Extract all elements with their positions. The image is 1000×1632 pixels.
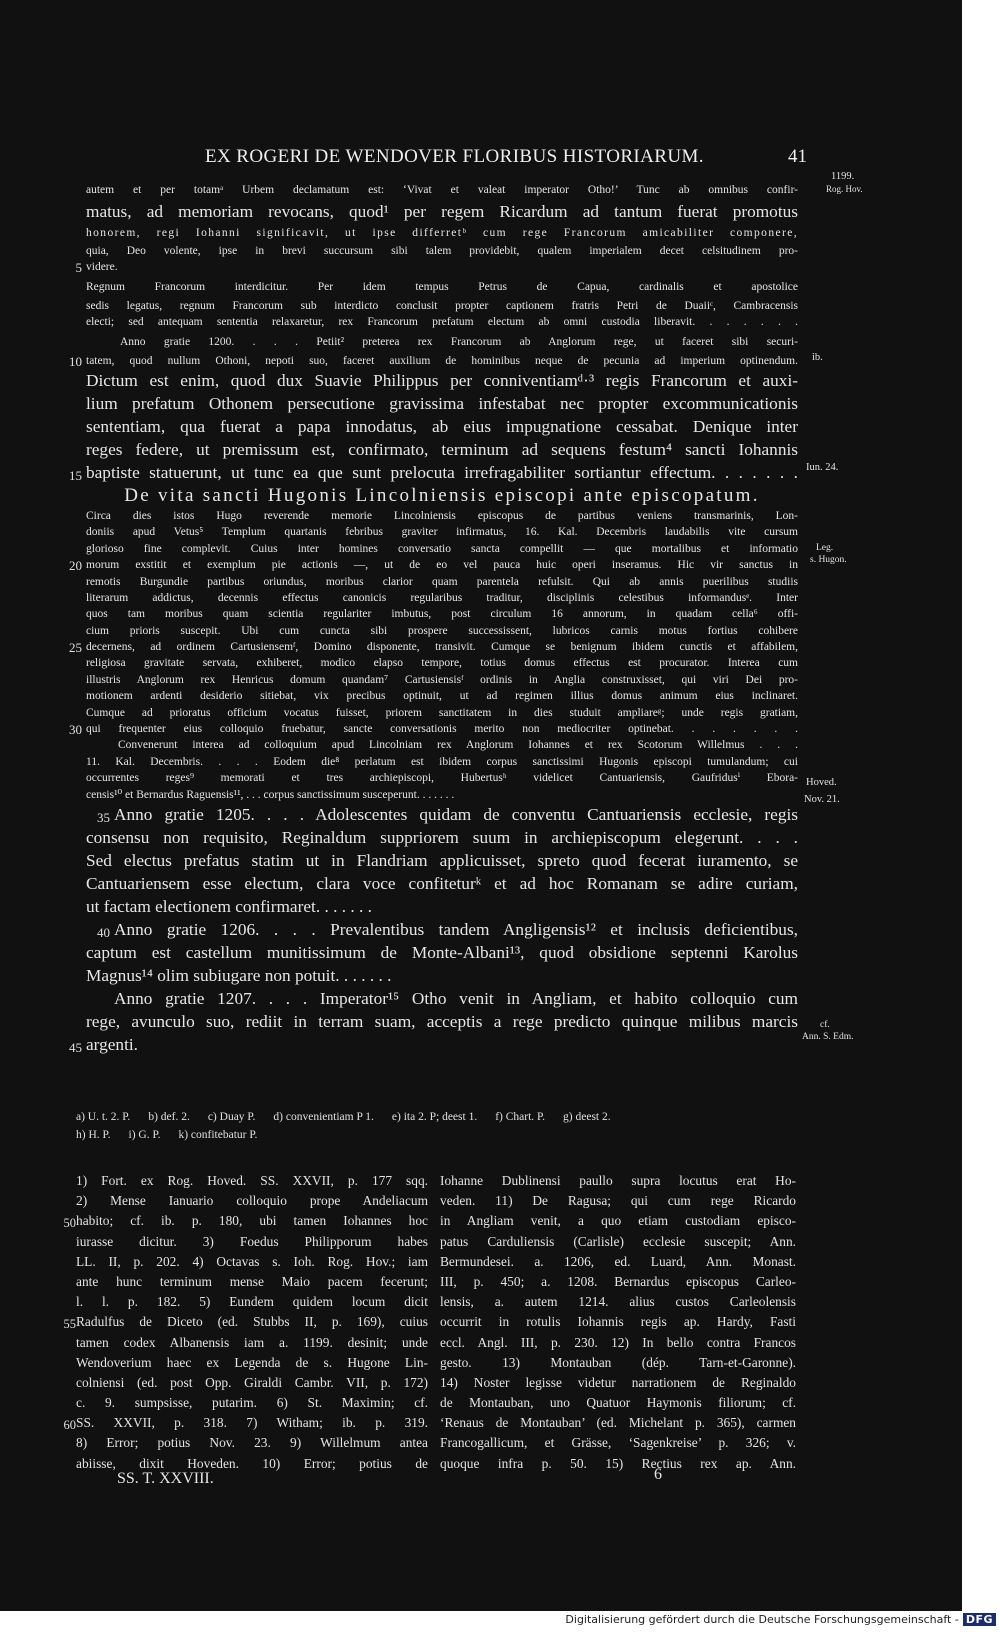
footnote-text: 8) Error; potius Nov. 23. 9) Willelmum antea — [76, 1435, 428, 1451]
line-text: ut factam electionem confirmaret. . . . . . . — [86, 896, 372, 916]
text-line — [86, 438, 798, 461]
text-line — [86, 1010, 798, 1033]
apparatus-row — [76, 1126, 796, 1144]
footnote-line — [76, 1252, 428, 1272]
line-text: honorem, regi Iohanni significavit, ut ipse differretᵇ cum rege Francorum amicabiliter componere, — [86, 227, 798, 239]
text-line — [86, 524, 798, 540]
line-number: 25 — [69, 640, 82, 656]
line-number: 10 — [69, 353, 82, 369]
footnote-text: SS. XXVII, p. 318. 7) Witham; ib. p. 319. — [76, 1415, 428, 1431]
line-text: 11. Kal. Decembris. . . . Eodem die⁸ perlatum est ibidem corpus sanctissimi Hugonis episcopi tumulandum; cui — [86, 755, 798, 768]
critical-apparatus — [76, 1108, 796, 1144]
footnote-line — [440, 1252, 796, 1272]
line-text: decernens, ad ordinem Cartusiensemᶠ, Domino disponente, transivit. Cumque se benignum ibidem cunctis et affabilem, — [86, 641, 798, 654]
digitization-footer — [565, 1613, 996, 1630]
margin-ib: ib. — [812, 352, 823, 363]
text-line — [69, 353, 798, 369]
footnote-text: iurasse dicitur. 3) Foedus Philipporum habes — [76, 1233, 428, 1249]
footnote-line — [440, 1353, 796, 1373]
page-number: 41 — [788, 146, 807, 167]
text-line — [86, 964, 798, 987]
text-line — [69, 1033, 798, 1056]
margin-year-1199: 1199. — [831, 171, 855, 182]
line-text: morum exstitit et exemplum pie actionis —, ut de eo vel pauca huic operi inseramus. Hic vir sanctus in — [86, 559, 798, 572]
footnote-line — [440, 1171, 796, 1191]
line-text: remotis Burgundie partibus oriundus, moribus clarior quam parentela refulsit. Qui ab annis puerilibus studiis — [86, 575, 798, 588]
footnote-text: lensis, a. autem 1214. alius custos Carleolensis — [440, 1294, 796, 1310]
text-line — [86, 276, 798, 298]
line-text: Circa dies istos Hugo reverende memorie Lincolniensis episcopus de partibus veniens transmarinis, Lon- — [86, 509, 798, 522]
text-line — [86, 369, 798, 392]
footnote-line — [76, 1171, 428, 1191]
footnote-line — [76, 1232, 428, 1252]
text-line — [86, 243, 798, 259]
text-line — [86, 849, 798, 872]
footnote-line — [440, 1373, 796, 1393]
margin-ann-s-edm: Ann. S. Edm. — [802, 1032, 854, 1042]
text-line — [86, 770, 798, 786]
footnote-line — [63, 1413, 428, 1433]
footnote-line — [440, 1413, 796, 1433]
footnote-line — [76, 1333, 428, 1353]
footnote-text: 1) Fort. ex Rog. Hoved. SS. XXVII, p. 177 sqq. — [76, 1173, 428, 1188]
footnote-line — [76, 1393, 428, 1413]
text-line — [69, 639, 798, 656]
footnote-line — [440, 1454, 796, 1474]
footnote-text: ante hunc terminum mense Maio pacem fecerunt; — [76, 1273, 428, 1289]
line-text: censis¹⁰ et Bernardus Raguensis¹¹, . . . corpus sanctissimum susceperunt. . . . . . . — [86, 788, 455, 801]
main-text — [69, 180, 798, 1056]
line-text: Anno gratie 1205. . . . Adolescentes quidam de conventu Cantuariensis ecclesie, regis — [114, 804, 798, 824]
funding-credit: Digitalisierung gefördert durch die Deutsche Forschungsgemeinschaft - — [565, 1613, 959, 1626]
margin-s-hugon: s. Hugon. — [810, 555, 847, 565]
line-text: Cumque ad prioratus officium vocatus fuisset, priorem sanctitatem in dies studuit ampliareᵍ; unde regis gratiam, — [86, 706, 798, 719]
text-line — [69, 557, 798, 574]
footnote-line — [440, 1333, 796, 1353]
footnote-text: c. 9. sumpsisse, putarim. 6) St. Maximin; cf. — [76, 1395, 428, 1411]
text-line — [86, 872, 798, 895]
footnote-text: ‘Renaus de Montauban’ (ed. Michelant p. 365), carmen — [440, 1415, 796, 1431]
line-text: Regnum Francorum interdicitur. Per idem tempus Petrus de Capua, cardinalis et apostolice — [86, 280, 798, 293]
text-line — [86, 941, 798, 964]
footnote-line — [76, 1292, 428, 1312]
footnote-line — [440, 1433, 796, 1453]
text-line — [86, 415, 798, 438]
line-text: Anno gratie 1207. . . . Imperator¹⁵ Otho venit in Angliam, et habito colloquio cum — [114, 988, 798, 1008]
text-line — [86, 331, 798, 353]
line-text: sedis legatus, regnum Francorum sub interdicto conclusit propter captionem fratris Petri de Duaiiᶜ, Cambracensis — [86, 299, 798, 312]
text-line — [86, 895, 798, 918]
sheet-signature: 6 — [654, 1466, 662, 1483]
footnote-text: abiisse, dixit Hoveden. 10) Error; potius de — [76, 1455, 428, 1471]
dfg-logo: DFG — [963, 1613, 996, 1626]
text-line — [86, 705, 798, 721]
text-line — [86, 314, 798, 330]
line-number: 45 — [69, 1039, 82, 1055]
heading-text: De vita sancti Hugonis Lincolniensis episcopi ante episcopatum. — [124, 484, 760, 506]
footnote-text: 14) Noster legisse videtur narrationem de Reginaldo — [440, 1374, 796, 1390]
margin-hoved: Hoved. — [806, 777, 837, 788]
line-text: religiosa gravitate servata, exhiberet, modico elapso tempore, totius domus effectus est procurator. Interea cum — [86, 657, 798, 670]
footnote-line — [76, 1433, 428, 1453]
footnote-text: de Montauban, uno Quatuor Haymonis filiorum; cf. — [440, 1395, 796, 1411]
footnote-text: in Angliam venit, a quo etiam custodiam episco- — [440, 1213, 796, 1229]
line-text: argenti. — [86, 1034, 138, 1054]
text-line — [86, 826, 798, 849]
apparatus-note-e: e) ita 2. P; deest 1. — [391, 1111, 478, 1123]
footnote-text: occurrit in rotulis Iohannis regis ap. Hardy, Fasti — [440, 1314, 796, 1330]
line-text: glorioso fine complevit. Cuius inter homines conversatio sancta compellit — que mortalibus et informatio — [86, 542, 798, 555]
text-line — [86, 918, 798, 941]
text-line — [86, 655, 798, 671]
text-line — [69, 461, 798, 484]
line-text: occurrentes reges⁹ memorati et tres archiepiscopi, Hubertusʰ videlicet Cantuariensis, Gaufridusⁱ Ebora- — [86, 772, 798, 785]
text-line — [86, 180, 798, 200]
line-text: quia, Deo volente, ipse in brevi succursum sibi talem providebit, qualem imperialem decet celsitudinem pro- — [86, 245, 798, 257]
line-text: quos tam moribus quam scientia regulariter imbutus, post circulum 16 annorum, in quadam cella⁶ offi- — [86, 608, 798, 621]
text-line — [86, 298, 798, 314]
footnote-line — [440, 1232, 796, 1252]
line-number: 60 — [63, 1418, 76, 1433]
margin-leg: Leg. — [816, 543, 834, 553]
series-signature: SS. T. XXVIII. — [117, 1470, 214, 1487]
footnote-text: III, p. 450; a. 1208. Bernardus episcopus Carleo- — [440, 1273, 796, 1289]
apparatus-note-h: h) H. P. — [76, 1129, 111, 1141]
line-text: matus, ad memoriam revocans, quod¹ per regem Ricardum ad tantum fuerat promotus — [86, 202, 798, 221]
footnote-line — [440, 1393, 796, 1413]
footnote-line — [76, 1191, 428, 1211]
footnote-text: colniensi (ed. post Opp. Giraldi Cambr. VII, p. 172) — [76, 1374, 428, 1390]
footnote-text: gesto. 13) Montauban (dép. Tarn-et-Garonne). — [440, 1354, 796, 1370]
footnotes-left-column — [63, 1171, 428, 1474]
line-text: literarum addictus, decennis effectus canonicis regularibus traditur, disciplinis celestibus informandusᵉ. Inter — [86, 591, 798, 604]
line-number: 35 — [97, 809, 110, 825]
footnote-text: Radulfus de Diceto (ed. Stubbs II, p. 169), cuius — [76, 1314, 428, 1330]
line-text: Magnus¹⁴ olim subiugare non potuit. . . . . . . — [86, 965, 392, 985]
footnote-text: quoque infra p. 50. 15) Rectius rex ap. Ann. — [440, 1455, 796, 1471]
text-line — [86, 754, 798, 770]
apparatus-note-f: f) Chart. P. — [495, 1111, 546, 1123]
footnote-line — [63, 1312, 428, 1332]
line-text: illustris Anglorum rex Henricus domum quandam⁷ Cartusiensisᶠ ordinis in Anglia construxisset, qui viri Dei pro- — [86, 673, 798, 686]
text-line — [69, 721, 798, 738]
footnote-text: veden. 11) De Ragusa; qui cum rege Ricardo — [440, 1193, 796, 1209]
apparatus-note-a: a) U. t. 2. P. — [76, 1111, 131, 1123]
footnote-text: 2) Mense Ianuario colloquio prope Andeliacum — [76, 1193, 428, 1209]
section-heading — [86, 484, 798, 508]
text-line — [86, 606, 798, 622]
footnote-line — [76, 1272, 428, 1292]
line-text: tatem, quod nullum Othoni, nepoti suo, faceret auxilium de hominibus neque de pecunia ad imperium optinendum. — [86, 354, 798, 367]
text-line — [86, 987, 798, 1010]
footnote-text: patus Carduliensis (Carlisle) ecclesie suscepit; Ann. — [440, 1233, 796, 1249]
line-text: Anno gratie 1200. . . . Petiit² preterea rex Francorum ab Anglorum rege, ut faceret sibi securi- — [120, 335, 798, 348]
text-line — [86, 787, 798, 803]
line-text: consensu non requisito, Reginaldum suppriorem suum in archiepiscopum elegerunt. . . . — [86, 827, 798, 847]
line-text: captum est castellum munitissimum de Monte-Albani¹³, quod obsidione septenni Karolus — [86, 942, 798, 962]
text-line — [86, 574, 798, 590]
apparatus-note-b: b) def. 2. — [148, 1111, 190, 1123]
line-text: Convenerunt interea ad colloquium apud Lincolniam rex Anglorum Iohannes et rex Scotorum Willelmus . . . — [118, 739, 798, 752]
text-line — [86, 223, 798, 243]
line-text: lium prefatum Othonem persecutione gravissima infestabat nec propter excommunicationis — [86, 393, 798, 413]
text-line — [86, 803, 798, 826]
line-number: 50 — [63, 1216, 76, 1231]
text-line — [75, 259, 798, 276]
text-line — [86, 508, 798, 524]
footnote-line — [63, 1211, 428, 1231]
line-text: electi; sed antequam sententia relaxaretur, rex Francorum prefatum electum ab omni custodia liberavit. . . . . . . — [86, 316, 798, 329]
footnote-text: habito; cf. ib. p. 180, ubi tamen Iohannes hoc — [76, 1213, 428, 1229]
apparatus-row — [76, 1108, 796, 1126]
line-text: sententiam, qua fuerat a papa innodatus, ab eius impugnatione cessabat. Denique inter — [86, 416, 798, 436]
margin-cf: cf. — [820, 1020, 830, 1030]
line-text: Anno gratie 1206. . . . Prevalentibus tandem Angligensis¹² et inclusis deficientibus, — [114, 919, 798, 939]
footnote-text: LL. II, p. 202. 4) Octavas s. Ioh. Rog. Hov.; iam — [76, 1253, 428, 1269]
line-number: 55 — [63, 1317, 76, 1332]
footnote-line — [440, 1292, 796, 1312]
line-text: qui frequenter eius colloquio fruebatur, sancte conversationis merito non mediocriter optinebat. . . . . . . — [86, 723, 798, 736]
text-line — [86, 590, 798, 606]
apparatus-note-c: c) Duay P. — [207, 1111, 256, 1123]
line-number: 5 — [75, 260, 82, 276]
footnote-line — [440, 1211, 796, 1231]
line-text: rege, avunculo suo, rediit in terram suam, acceptis a rege predicto quinque milibus marcis — [86, 1011, 798, 1031]
line-text: reges federe, ut premissum est, confirmato, terminum ad sequens festum⁴ sancti Iohannis — [86, 439, 798, 459]
apparatus-note-d: d) convenientiam P 1. — [273, 1111, 374, 1123]
margin-iun-24: Iun. 24. — [806, 462, 839, 473]
footnote-line — [440, 1312, 796, 1332]
footnotes-right-column — [440, 1171, 796, 1474]
line-text: motionem ardenti desiderio sitiebat, vix precibus optinuit, ut ad regimen illius domus animum eius inclinaret. — [86, 690, 798, 703]
footnote-text: Iohanne Dublinensi paullo supra locutus erat Ho- — [440, 1173, 796, 1188]
line-text: doniis apud Vetus⁵ Templum quartanis febribus graviter infirmatus, 16. Kal. Decembris laudabilis vite cursum — [86, 526, 798, 539]
footnote-text: Wendoverium haec ex Legenda de s. Hugone Lin- — [76, 1354, 428, 1370]
line-number: 15 — [69, 467, 82, 483]
apparatus-note-g: g) deest 2. — [563, 1111, 611, 1123]
line-text: baptiste statuerunt, ut tunc ea que sunt prelocuta irrefragabiliter sortiantur effectum. . . . . . . — [86, 462, 798, 482]
text-line — [86, 672, 798, 688]
apparatus-note-k: k) confitebatur P. — [178, 1129, 258, 1141]
line-number: 30 — [69, 722, 82, 738]
text-line — [86, 688, 798, 704]
line-text: Cantuariensem esse electum, clara voce confiteturᵏ et ad hoc Romanam se adire curiam, — [86, 873, 798, 893]
footnote-text: Bermundesei. a. 1206, ed. Luard, Ann. Monast. — [440, 1253, 796, 1269]
footnote-text: eccl. Angl. III, p. 230. 12) In bello contra Francos — [440, 1334, 796, 1350]
line-number: 20 — [69, 558, 82, 574]
footnote-line — [76, 1353, 428, 1373]
line-text: videre. — [86, 261, 118, 274]
line-text: Dictum est enim, quod dux Suavie Philippus per conniventiamᵈ·³ regis Francorum et auxi- — [86, 370, 798, 390]
line-text: autem et per totamᵃ Urbem declamatum est: ‘Vivat et valeat imperator Otho!’ Tunc ab omnibus confir- — [86, 184, 798, 196]
footnote-line — [76, 1373, 428, 1393]
text-line — [86, 623, 798, 639]
text-line — [86, 737, 798, 753]
apparatus-note-i: i) G. P. — [128, 1129, 161, 1141]
margin-nov-21: Nov. 21. — [804, 794, 840, 805]
footnote-text: l. l. p. 182. 5) Eundem quidem locum dicit — [76, 1294, 428, 1310]
line-text: cium prioris suscepit. Ubi cum cuncta sibi prospere successissent, lubricos carnis motus fortius cohibere — [86, 624, 798, 637]
text-line — [86, 541, 798, 557]
footnote-text: tamen codex Albanensis iam a. 1199. desinit; unde — [76, 1334, 428, 1350]
running-head: EX ROGERI DE WENDOVER FLORIBUS HISTORIARUM. — [205, 146, 704, 167]
line-number: 40 — [97, 924, 110, 940]
footnote-text: Francogallicum, et Grässe, ‘Sagenkreise’ p. 326; v. — [440, 1435, 796, 1451]
footnote-line — [440, 1272, 796, 1292]
line-text: Sed electus prefatus statim ut in Flandriam applicuisset, spreto quod fecerat iuramento, se — [86, 850, 798, 870]
text-line — [86, 392, 798, 415]
text-line — [86, 200, 798, 223]
footnote-line — [440, 1191, 796, 1211]
margin-rog-hov: Rog. Hov. — [826, 184, 863, 194]
